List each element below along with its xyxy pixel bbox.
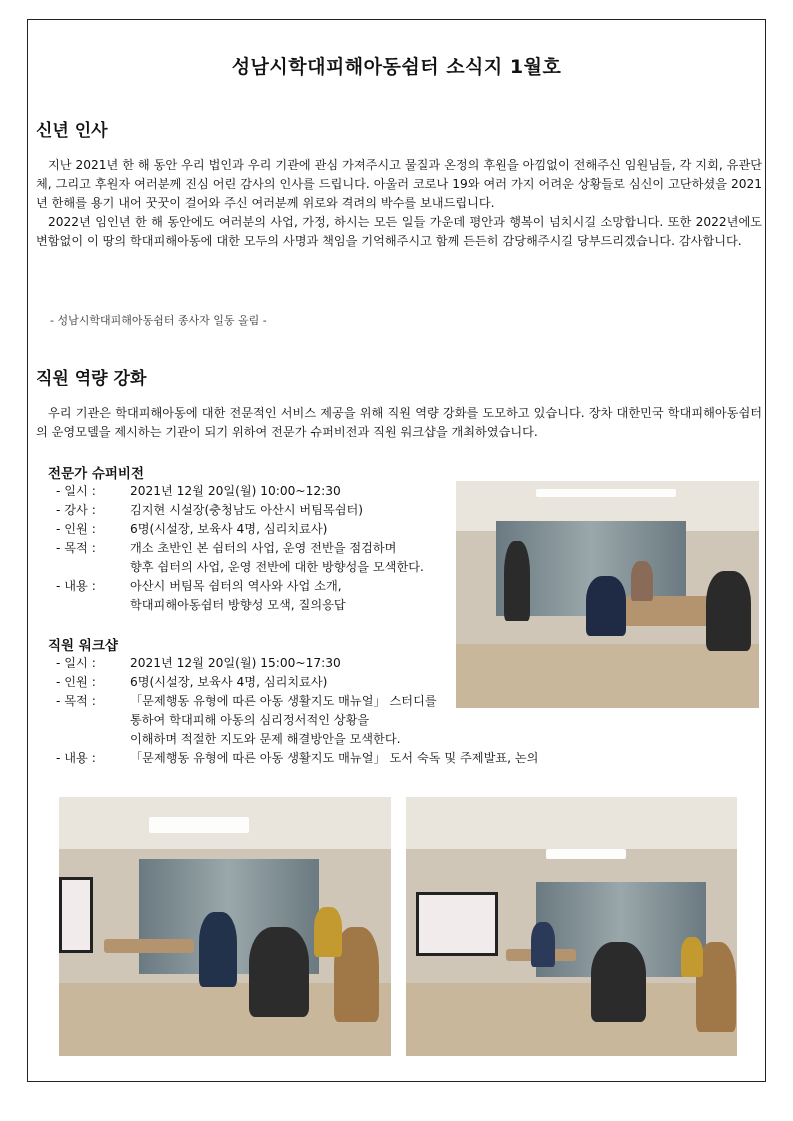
workshop-date: 2021년 12월 20일(월) 15:00~17:30 — [130, 656, 341, 670]
supervision-content-line-1: 아산시 버팀목 쉼터의 역사와 사업 소개, — [130, 579, 342, 593]
attendee — [631, 561, 653, 601]
workshop-content: 「문제행동 유형에 따른 아동 생활지도 매뉴얼」 도서 숙독 및 주제발표, 논의 — [130, 751, 539, 765]
supervision-purpose-line-2: 향후 쉼터의 사업, 운영 전반에 대한 방향성을 모색한다. — [130, 560, 424, 574]
presentation-screen — [416, 892, 498, 956]
supervision-heading: 전문가 슈퍼비전 — [48, 466, 144, 482]
training-intro-paragraph: 우리 기관은 학대피해아동에 대한 전문적인 서비스 제공을 위해 직원 역량 강화를 도모하고 있습니다. 장차 대한민국 학대피해아동쉼터의 운영모델을 제시하는 기관이 되기 위하여 전문가 슈퍼비전과 직원 워크샵을 개최하였습니다. — [36, 406, 762, 439]
greeting-heading: 신년 인사 — [36, 121, 108, 141]
supervision-content-line-2: 학대피해아동쉼터 방향성 모색, 질의응답 — [130, 598, 346, 612]
supervision-content-label: - 내용 : — [56, 579, 96, 593]
attendee — [199, 912, 237, 987]
attendee — [681, 937, 703, 977]
supervision-purpose-line-1: 개소 초반인 본 쉼터의 사업, 운영 전반을 점검하며 — [130, 541, 397, 555]
newsletter-title: 성남시학대피해아동쉼터 소식지 1월호 — [231, 56, 562, 78]
training-intro — [36, 404, 762, 442]
supervision-details — [56, 482, 424, 615]
greeting-text — [36, 156, 762, 251]
presentation-screen — [59, 877, 93, 953]
workshop-heading: 직원 워크샵 — [48, 638, 118, 654]
supervision-people: 6명(시설장, 보육사 4명, 심리치료사) — [130, 522, 328, 536]
attendee — [586, 576, 626, 636]
ceiling-light — [546, 849, 626, 859]
training-heading: 직원 역량 강화 — [36, 369, 147, 389]
workshop-date-label: - 일시 : — [56, 656, 96, 670]
workshop-purpose-line-2: 통하여 학대피해 아동의 심리정서적인 상황을 — [130, 713, 370, 727]
supervision-lecturer-label: - 강사 : — [56, 503, 96, 517]
workshop-purpose-line-1: 「문제행동 유형에 따른 아동 생활지도 매뉴얼」 스터디를 — [130, 694, 437, 708]
workshop-photo-right — [406, 797, 737, 1056]
round-table — [104, 939, 194, 953]
ceiling-light — [149, 817, 249, 833]
attendee — [706, 571, 751, 651]
greeting-signature: - 성남시학대피해아동쉼터 종사자 일동 올림 - — [50, 314, 267, 327]
supervision-date-label: - 일시 : — [56, 484, 96, 498]
attendee — [591, 942, 646, 1022]
supervision-purpose-label: - 목적 : — [56, 541, 96, 555]
attendee — [314, 907, 342, 957]
supervision-lecturer: 김지현 시설장(충청남도 아산시 버팀목쉼터) — [130, 503, 364, 517]
attendee — [531, 922, 555, 967]
workshop-purpose-label: - 목적 : — [56, 694, 96, 708]
greeting-paragraph-1: 지난 2021년 한 해 동안 우리 법인과 우리 기관에 관심 가져주시고 물질과 온정의 후원을 아낌없이 전해주신 임원님들, 각 지회, 유관단체, 그리고 후원자 여러분께 진심 어린 감사의 인사를 드립니다. 아울러 코로나 19와 여러 가지 어려운 상황들로 심신이 고단하셨을 2021년 한해를 용기 내어 꿋꿋이 걸어와 주신 여러분께 위로와 격려의 박수를 보내드립니다. — [36, 158, 762, 210]
supervision-photo — [456, 481, 759, 708]
workshop-purpose-line-3: 이해하며 적절한 지도와 문제 해결방안을 모색한다. — [130, 732, 401, 746]
supervision-people-label: - 인원 : — [56, 522, 96, 536]
ceiling-light — [536, 489, 676, 497]
workshop-content-label: - 내용 : — [56, 751, 96, 765]
greeting-paragraph-2: 2022년 임인년 한 해 동안에도 여러분의 사업, 가정, 하시는 모든 일들 가운데 평안과 행복이 넘치시길 소망합니다. 또한 2022년에도 변함없이 이 땅의 학대피해아동에 대한 모두의 사명과 책임을 기억해주시고 함께 든든히 감당해주시길 당부드리겠습니다. 감사합니다. — [36, 215, 762, 248]
workshop-people: 6명(시설장, 보육사 4명, 심리치료사) — [130, 675, 328, 689]
standing-lecturer — [504, 541, 530, 621]
workshop-photo-left — [59, 797, 391, 1056]
supervision-date: 2021년 12월 20일(월) 10:00~12:30 — [130, 484, 341, 498]
attendee — [249, 927, 309, 1017]
workshop-people-label: - 인원 : — [56, 675, 96, 689]
